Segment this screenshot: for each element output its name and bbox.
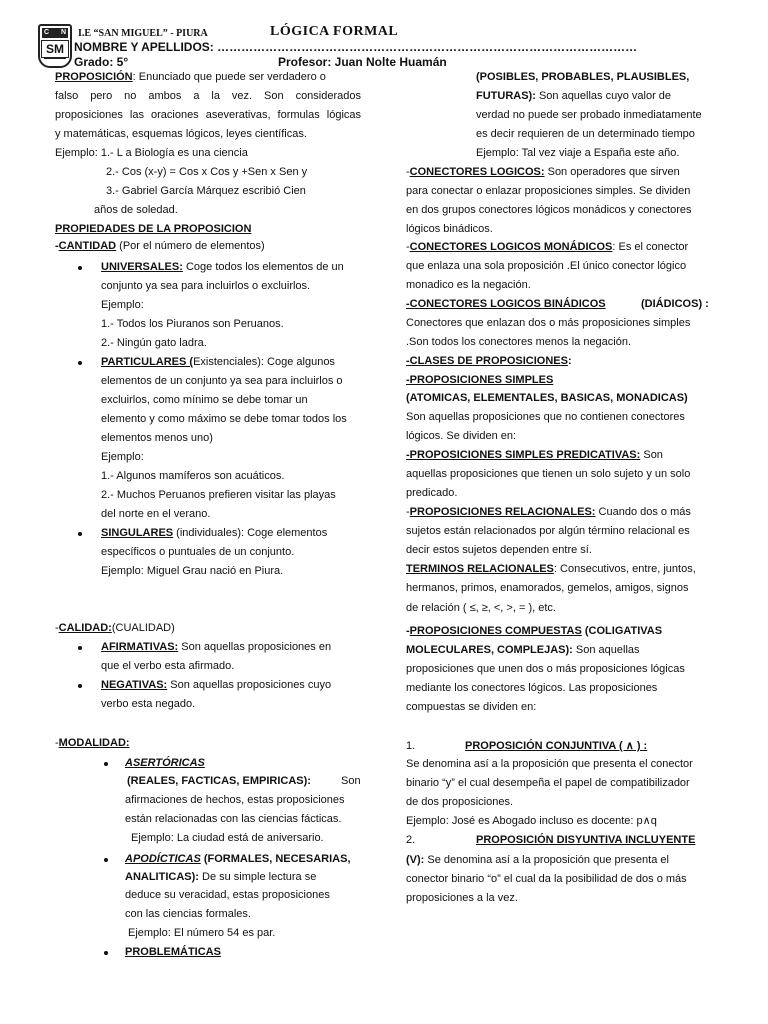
list-item: NEGATIVAS: Son aquellas proposiciones cuyo [101,679,332,691]
text-line: elemento y como máximo se debe tomar todos los [101,413,347,425]
document-title: LÓGICA FORMAL [270,24,399,39]
text-line: proposiciones que unen dos o más proposiciones lógicas [406,663,685,675]
list-item: UNIVERSALES: Coge todos los elementos de un [101,261,344,273]
text-line: (DIÁDICOS) : [641,298,709,310]
section-heading: PROPIEDADES DE LA PROPOSICION [55,223,252,235]
text-line: ANALITICAS): De su simple lectura se [125,871,317,883]
simples-heading: -PROPOSICIONES SIMPLES [406,374,554,386]
bullet-icon [104,951,108,955]
text-line: verbo esta negado. [101,698,196,710]
text-line: (V): Se denomina así a la proposición que presenta el [406,854,669,866]
text-line: conector binario “o” el cual da la posibilidad de dos o más [406,873,687,885]
example-line: 3.- Gabriel García Márquez escribió Cien [106,185,306,197]
text-line: para conectar o enlazar proposiciones simples. Se dividen [406,185,691,197]
teacher-label: Profesor: Juan Nolte Huamán [278,55,447,69]
conjuntiva-heading: PROPOSICIÓN CONJUNTIVA ( ∧ ) : [465,740,648,752]
text-line: (ATOMICAS, ELEMENTALES, BASICAS, MONADICAS) [406,392,688,404]
monadicos-heading: -CONECTORES LOGICOS MONÁDICOS: Es el conector [406,241,689,253]
bullet-icon [104,858,108,862]
text-line: Son aquellas proposiciones que no contienen conectores [406,411,685,423]
text-line: en dos grupos conectores lógicos monádicos y conectores [406,204,692,216]
example-line: años de soledad. [94,204,178,216]
text-line: 2.- Ningún gato ladra. [101,337,207,349]
text-line: con las ciencias formales. [125,908,251,920]
list-item: PROBLEMÁTICAS [125,946,221,958]
text-line: binario “y” el cual desempeña el papel de compatibilizador [406,777,690,789]
text-line: Son [341,775,361,787]
name-line: NOMBRE Y APELLIDOS: …………………………………………………………………………………………… [74,40,638,54]
text-line: falso pero no ambos a la vez. Son considerados [55,90,361,102]
calidad-heading: -CALIDAD:(CUALIDAD) [55,622,175,634]
bullet-icon [78,361,82,365]
bullet-icon [78,532,82,536]
text-line: Ejemplo: [101,451,144,463]
modalidad-heading: -MODALIDAD: [55,737,130,749]
list-item: PARTICULARES (Existenciales): Coge algunos [101,356,335,368]
text-line: del norte en el verano. [101,508,211,520]
list-item: SINGULARES (individuales): Coge elementos [101,527,328,539]
school-name: I.E “SAN MIGUEL” - PIURA [78,28,208,39]
text-line: deduce su veracidad, estas proposiciones [125,889,330,901]
text-line: de dos proposiciones. [406,796,514,808]
text-line: están relacionadas con las ciencias fácticas. [125,813,342,825]
text-line: elementos de un conjunto ya sea para incluirlos o [101,375,343,387]
text-line: Ejemplo: José es Abogado incluso es docente: p∧q [406,815,657,827]
text-line: Ejemplo: El número 54 es par. [128,927,276,939]
clases-heading: -CLASES DE PROPOSICIONES: [406,355,572,367]
proposicion-line-1: PROPOSICIÓN: Enunciado que puede ser verdadero o [55,71,326,83]
grade-label: Grado: 5° [74,55,129,69]
compuestas-heading: -PROPOSICIONES COMPUESTAS (COLIGATIVAS [406,625,663,637]
list-item: AFIRMATIVAS: Son aquellas proposiciones en [101,641,332,653]
text-line: Ejemplo: La ciudad está de aniversario. [131,832,324,844]
text-line: es decir requieren de un determinado tiempo [476,128,695,140]
text-line: predicado. [406,487,458,499]
text-line: FUTURAS): Son aquellas cuyo valor de [476,90,672,102]
text-line: y matemáticas, esquemas lógicos, leyes científicas. [55,128,307,140]
text-line: .Son todos los conectores menos la negación. [406,336,632,348]
text-line: 2.- Muchos Peruanos prefieren visitar las playas [101,489,336,501]
text-line: compuestas se dividen en: [406,701,537,713]
binadicos-heading: -CONECTORES LOGICOS BINÁDICOS [406,298,606,310]
text-line: excluirlos, como mínimo se debe tomar un [101,394,308,406]
text-line: decir estos sujetos dependen entre sí. [406,544,592,556]
bullet-icon [78,646,82,650]
text-line: aquellas proposiciones que tienen un solo sujeto y un solo [406,468,691,480]
bullet-icon [104,762,108,766]
bullet-icon [78,684,82,688]
text-line: específicos o puntuales de un conjunto. [101,546,295,558]
text-line: Ejemplo: Tal vez viaje a España este año. [476,147,680,159]
relacionales-heading: -PROPOSICIONES RELACIONALES: Cuando dos o más [406,506,691,518]
text-line: (REALES, FACTICAS, EMPIRICAS): [127,775,311,787]
text-line: lógicos binádicos. [406,223,493,235]
text-line: mediante los conectores lógicos. Las proposiciones [406,682,658,694]
list-item: ASERTÓRICAS [125,757,205,769]
text-line: 1.- Todos los Piuranos son Peruanos. [101,318,284,330]
bullet-icon [78,266,82,270]
text-line: proposiciones las oraciones aseverativas, formulas lógicas [55,109,361,121]
list-number: 2. [406,834,416,846]
text-line: conjunto ya sea para incluirlos o excluirlos. [101,280,311,292]
text-line: verdad no puede ser probado inmediatamente [476,109,702,121]
text-line: elementos menos uno) [101,432,213,444]
text-line: que enlaza una sola proposición .El único conector lógico [406,260,687,272]
text-line: de relación ( ≤, ≥, <, >, = ), etc. [406,602,556,614]
text-line: Ejemplo: Miguel Grau nació en Piura. [101,565,284,577]
example-line: 2.- Cos (x-y) = Cos x Cos y +Sen x Sen y [106,166,308,178]
cantidad-heading: -CANTIDAD (Por el número de elementos) [55,240,265,252]
disyuntiva-heading: PROPOSICIÓN DISYUNTIVA INCLUYENTE [476,834,696,846]
text-line: Se denomina así a la proposición que presenta el conector [406,758,693,770]
text-line: monadico es la negación. [406,279,531,291]
text-line: Conectores que enlazan dos o más proposiciones simples [406,317,691,329]
school-logo-icon: C N SM [38,24,72,68]
text-line: MOLECULARES, COMPLEJAS): Son aquellas [406,644,640,656]
predicativas-heading: -PROPOSICIONES SIMPLES PREDICATIVAS: Son [406,449,663,461]
text-line: afirmaciones de hechos, estas proposiciones [125,794,345,806]
text-line: 1.- Algunos mamíferos son acuáticos. [101,470,285,482]
example-line: Ejemplo: 1.- L a Biología es una ciencia [55,147,248,159]
list-number: 1. [406,740,416,752]
terminos-heading: TERMINOS RELACIONALES: Consecutivos, entre, juntos, [406,563,696,575]
text-line: sujetos están relacionados por algún término relacional es [406,525,690,537]
text-line: (POSIBLES, PROBABLES, PLAUSIBLES, [476,71,690,83]
text-line: Ejemplo: [101,299,144,311]
text-line: proposiciones a la vez. [406,892,518,904]
text-line: lógicos. Se dividen en: [406,430,517,442]
text-line: hermanos, primos, enamorados, gemelos, amigos, signos [406,582,689,594]
conectores-heading: -CONECTORES LOGICOS: Son operadores que sirven [406,166,680,178]
text-line: que el verbo esta afirmado. [101,660,235,672]
list-item: APODÍCTICAS (FORMALES, NECESARIAS, [125,853,351,865]
